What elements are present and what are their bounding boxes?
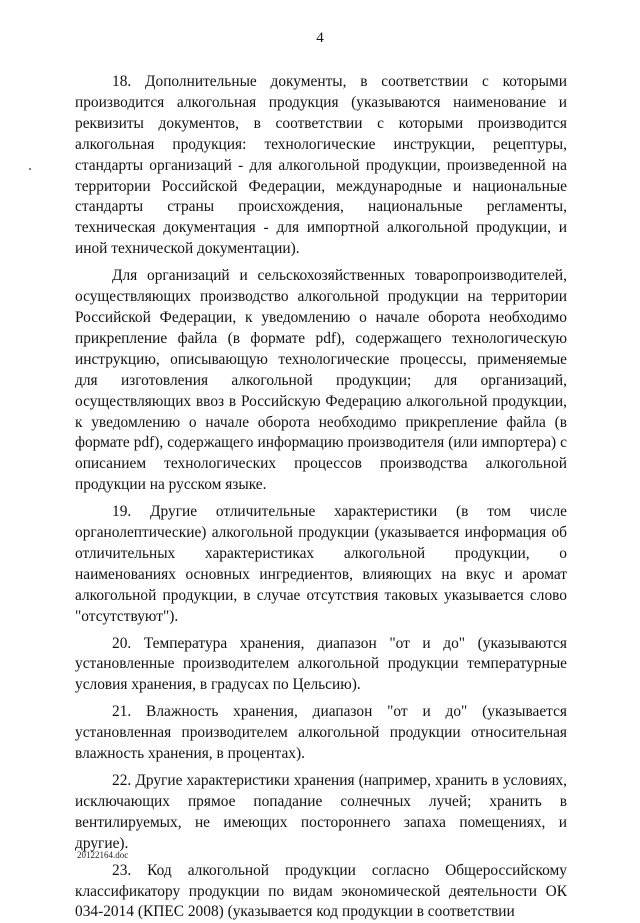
- paragraph-20-storage-temperature: 20. Температура хранения, диапазон "от и до" (указываются установленные производителем алкогольной продукции температурные условия хранения, в градусах по Цельсию).: [75, 634, 567, 694]
- footer-filename: 20122164.doc: [77, 850, 129, 860]
- paragraph-21-storage-humidity: 21. Влажность хранения, диапазон "от и до" (указывается установленная производителем алкогольной продукции относительная влажность хранения, в процентах).: [75, 703, 567, 763]
- paragraph-22-other-storage-characteristics: 22. Другие характеристики хранения (например, хранить в условиях, исключающих прямое попадание солнечных лучей; хранить в вентилируемых, не имеющих постороннего запаха помещениях, и другие).: [75, 772, 567, 852]
- paragraph-19-distinctive-characteristics: 19. Другие отличительные характеристики (в том числе органолептические) алкогольной продукции (указывается информация об отличительных характеристиках алкогольной продукции, о наименованиях основных ингредиентов, влияющих на вкус и аромат алкогольной продукции, в случае отсутствия таковых указывается слово "отсутствуют").: [75, 503, 567, 625]
- paragraph-23-product-code: 23. Код алкогольной продукции согласно Общероссийскому классификатору продукции по видам экономической деятельности ОК 034-2014 (КПЕС 2008) (указывается код продукции в соответствии: [75, 861, 567, 921]
- margin-dot: [29, 168, 31, 170]
- paragraph-technology-file-requirements: Для организаций и сельскохозяйственных товаропроизводителей, осуществляющих производство алкогольной продукции на территории Российской Федерации, к уведомлению о начале оборота необходимо прикрепление файла (в формате pdf), содержащего технологическую инструкцию, описывающую технологические процессы, применяемые для изготовления алкогольной продукции; для организаций, осуществляющих ввоз в Российскую Федерацию алкогольной продукции, к уведомлению о начале оборота необходимо прикрепление файла (в формате pdf), содержащего информацию производителя (или импортера) с описанием технологических процессов производства алкогольной продукции на русском языке.: [75, 267, 567, 494]
- page-number: 4: [316, 30, 324, 46]
- paragraph-18-additional-documents: 18. Дополнительные документы, в соответствии с которыми производится алкогольная продукция (указываются наименование и реквизиты документов, в соответствии с которыми производится алкогольная продукция: технологические инструкции, рецептуры, стандарты организаций - для алкогольной продукции, произведенной на территории Российской Федерации, международные и национальные стандарты страны происхождения, национальные регламенты, техническая документация - для импортной алкогольной продукции, и иной технической документации).: [75, 73, 567, 258]
- document-body: [75, 72, 567, 923]
